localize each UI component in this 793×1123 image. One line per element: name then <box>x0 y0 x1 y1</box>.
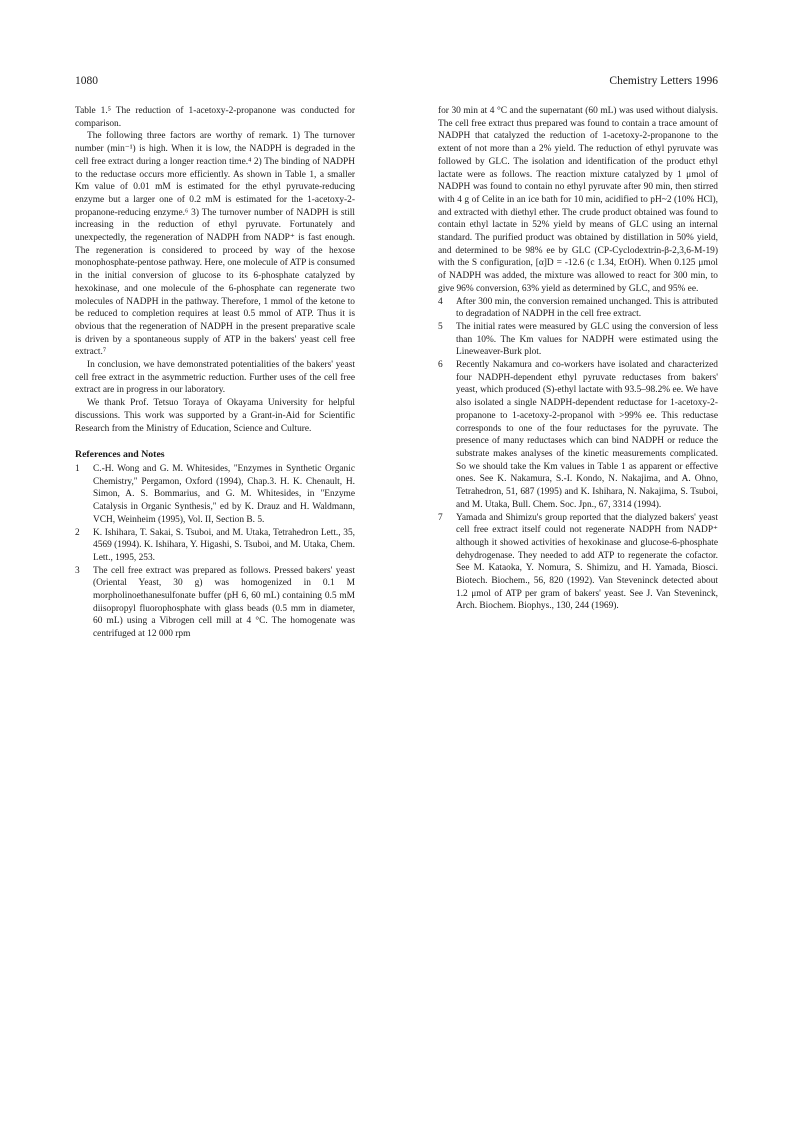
reference-item <box>75 527 355 565</box>
reference-item <box>438 321 718 359</box>
reference-number: 2 <box>75 527 80 538</box>
reference-item <box>438 359 718 511</box>
page-header <box>75 75 718 91</box>
reference-text: Recently Nakamura and co-workers have isolated and characterized four NADPH-dependent ethyl pyruvate reductases from bakers' yeast, which produced (S)-ethyl lactate with 93.5–98.2% ee. We have also isolated a single NADPH-dependent reductase for 1-acetoxy-2-propanone to 1-acetoxy-2-propanol with >99% ee. This reductase corresponds to one of the four reductases for the pyruvate. The presence of many reductases which can bind NADPH or reduce the substrate makes analyses of the kinetic measurements complicated. So we should take the Km values in Table 1 as apparent or effective ones. See K. Nakamura, S.-I. Kondo, N. Nakajima, and A. Ohno, Tetrahedron, 51, 687 (1995) and K. Ishihara, N. Nakajima, S. Tsuboi, and M. Utaka, Bull. Chem. Soc. Jpn., 67, 3314 (1994). <box>456 360 718 510</box>
reference-number: 6 <box>438 360 443 371</box>
reference-text: After 300 min, the conversion remained unchanged. This is attributed to degradation of NADPH in the cell free extract. <box>456 296 718 320</box>
reference-number: 1 <box>75 463 80 474</box>
reference-text: C.-H. Wong and G. M. Whitesides, "Enzymes in Synthetic Organic Chemistry," Pergamon, Oxford (1994), Chap.3. H. K. Chenault, H. Simon, A. S. Bommarius, and G. M. Whitesides, in "Enzyme Catalysis in Organic Synthesis," ed by K. Drauz and H. Waldmann, VCH, Weinheim (1995), Vol. II, Section B. 5. <box>93 463 355 525</box>
reference-item <box>75 463 355 527</box>
reference-text: Yamada and Shimizu's group reported that the dialyzed bakers' yeast cell free extract itself could not regenerate NADPH from NADP⁺ although it showed activities of hexokinase and glucose-6-phosphate dehydrogenase. They needed to add ATP to regenerate the cofactor. See M. Kataoka, Y. Nomura, S. Shimizu, and H. Yamada, Biosci. Biotech. Biochem., 56, 820 (1992). Van Steveninck detected about 1.2 μmol of ATP per gram of bakers' yeast. See J. Van Steveninck, Arch. Biochem. Biophys., 130, 244 (1969). <box>456 512 718 612</box>
reference-number: 5 <box>438 321 443 332</box>
acknowledgement-paragraph: We thank Prof. Tetsuo Toraya of Okayama University for helpful discussions. This work was supported by a Grant-in-Aid for Scientific Research from the Ministry of Education, Science and Culture. <box>75 398 355 434</box>
reference-number: 7 <box>438 512 443 523</box>
reference-item <box>438 296 718 321</box>
left-column <box>75 105 355 641</box>
references-heading: References and Notes <box>75 449 165 461</box>
reference-text: The cell free extract was prepared as follows. Pressed bakers' yeast (Oriental Yeast, 30 g) was homogenized in 0.1 M morpholinoethanesulfonate buffer (pH 6, 60 mL) containing 0.5 mM diisopropyl fluorophosphate with glass beads (0.5 mm in diameter, 60 mL) using a Vibrogen cell mill at 4 °C. The homogenate was centrifuged at 12 000 rpm <box>93 565 355 640</box>
reference-continuation: for 30 min at 4 °C and the supernatant (60 mL) was used without dialysis. The cell free extract thus prepared was found to contain a trace amount of NADPH that catalyzed the reduction of 1-acetoxy-2-propanone to the extent of not more than a 2% yield. The reduction of ethyl pyruvate was followed by GLC. The isolation and identification of the product ethyl lactate were as follows. The reaction mixture catalyzed by 1 μmol of NADPH was found to contain no ethyl pyruvate after 90 min, then stirred with 4 g of Celite in an ice bath for 10 min, acidified to pH~2 (10% HCl), and extracted with diethyl ether. The crude product obtained was found to contain ethyl lactate in 52% yield by means of GLC using an internal standard. The purified product was obtained by distillation in 50% yield, and determined to be 98% ee by GLC (CP-Cyclodextrin-β-2,3,6-M-19) with the S configuration, [α]D = -12.6 (c 1.34, EtOH). When 0.125 μmol of NADPH was added, the mixture was allowed to react for 300 min, to give 96% conversion, 63% yield as determined by GLC, and 95% ee. <box>438 106 718 294</box>
body-paragraph: Table 1.⁵ The reduction of 1-acetoxy-2-propanone was conducted for comparison. <box>75 106 355 129</box>
body-paragraph: In conclusion, we have demonstrated potentialities of the bakers' yeast cell free extract in the asymmetric reduction. Further uses of the cell free extract are in progress in our laboratory. <box>75 360 355 396</box>
journal-name: Chemistry Letters 1996 <box>609 75 718 87</box>
reference-text: K. Ishihara, T. Sakai, S. Tsuboi, and M. Utaka, Tetrahedron Lett., 35, 4569 (1994). K. Ishihara, Y. Higashi, S. Tsuboi, and M. Utaka, Chem. Lett., 1995, 253. <box>93 527 355 563</box>
right-column <box>438 105 718 613</box>
reference-text: The initial rates were measured by GLC using the conversion of less than 10%. The Km values for NADPH were estimated using the Lineweaver-Burk plot. <box>456 321 718 358</box>
reference-item <box>75 565 355 641</box>
reference-number: 4 <box>438 296 443 307</box>
reference-number: 3 <box>75 565 80 576</box>
body-paragraph: The following three factors are worthy of remark. 1) The turnover number (min⁻¹) is high. When it is low, the NADPH is degraded in the cell free extract during a longer reaction time.⁴ 2) The binding of NADPH to the reductase occurs more efficiently. As shown in Table 1, a smaller Km value of 0.01 mM is estimated for the ethyl pyruvate-reducing enzyme but a larger one of 0.2 mM is estimated for the 1-acetoxy-2-propanone-reducing enzyme.⁶ 3) The turnover number of NADPH is still increasing in the reduction of ethyl pyruvate. Fortunately and unexpectedly, the regeneration of NADPH from NADP⁺ is fast enough. The regeneration is considered to proceed by way of the hexose monophosphate-pentose pathway. Here, one molecule of ATP is consumed in the initial conversion of glucose to its 6-phosphate catalyzed by hexokinase, and one molecule of the 6-phosphate can regenerate two molecules of NADPH in the pathway. Therefore, 1 mmol of the ketone to be reduced to completion requires at least 0.5 mmol of ATP. Thus it is obvious that the regeneration of NADPH in the present preparative scale is driven by a spontaneous supply of ATP in the bakers' yeast cell free extract.⁷ <box>75 131 355 358</box>
reference-item <box>438 512 718 614</box>
page-number: 1080 <box>75 75 98 87</box>
